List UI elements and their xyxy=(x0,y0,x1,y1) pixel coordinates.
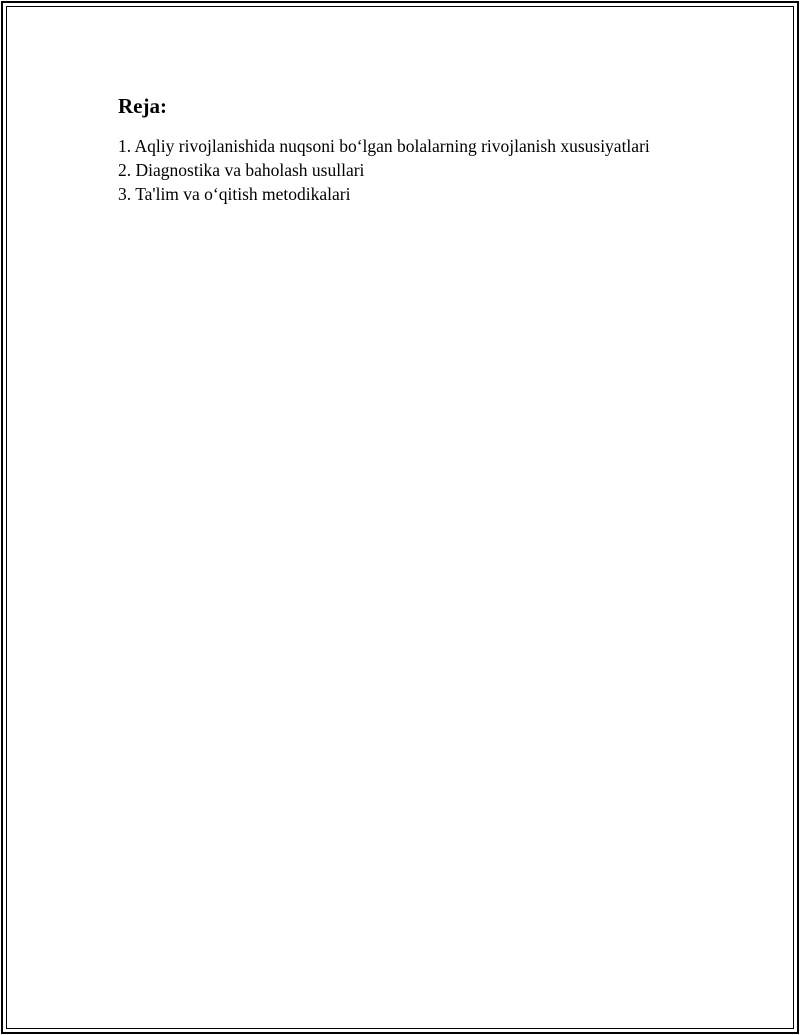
plan-item-text: Diagnostika va baholash usullari xyxy=(135,160,365,180)
plan-list xyxy=(118,134,738,206)
plan-item-3 xyxy=(118,182,738,206)
plan-item-text: Aqliy rivojlanishida nuqsoni bo‘lgan bolalarning rivojlanish xususiyatlari xyxy=(134,136,650,156)
plan-item-number: 3. xyxy=(118,184,132,204)
plan-item-number: 1. xyxy=(118,136,132,156)
plan-item-1 xyxy=(118,134,738,158)
page-content xyxy=(118,94,738,206)
plan-item-2 xyxy=(118,158,738,182)
plan-item-number: 2. xyxy=(118,160,132,180)
page-heading: Reja: xyxy=(118,94,167,118)
plan-item-text: Ta'lim va o‘qitish metodikalari xyxy=(135,184,351,204)
